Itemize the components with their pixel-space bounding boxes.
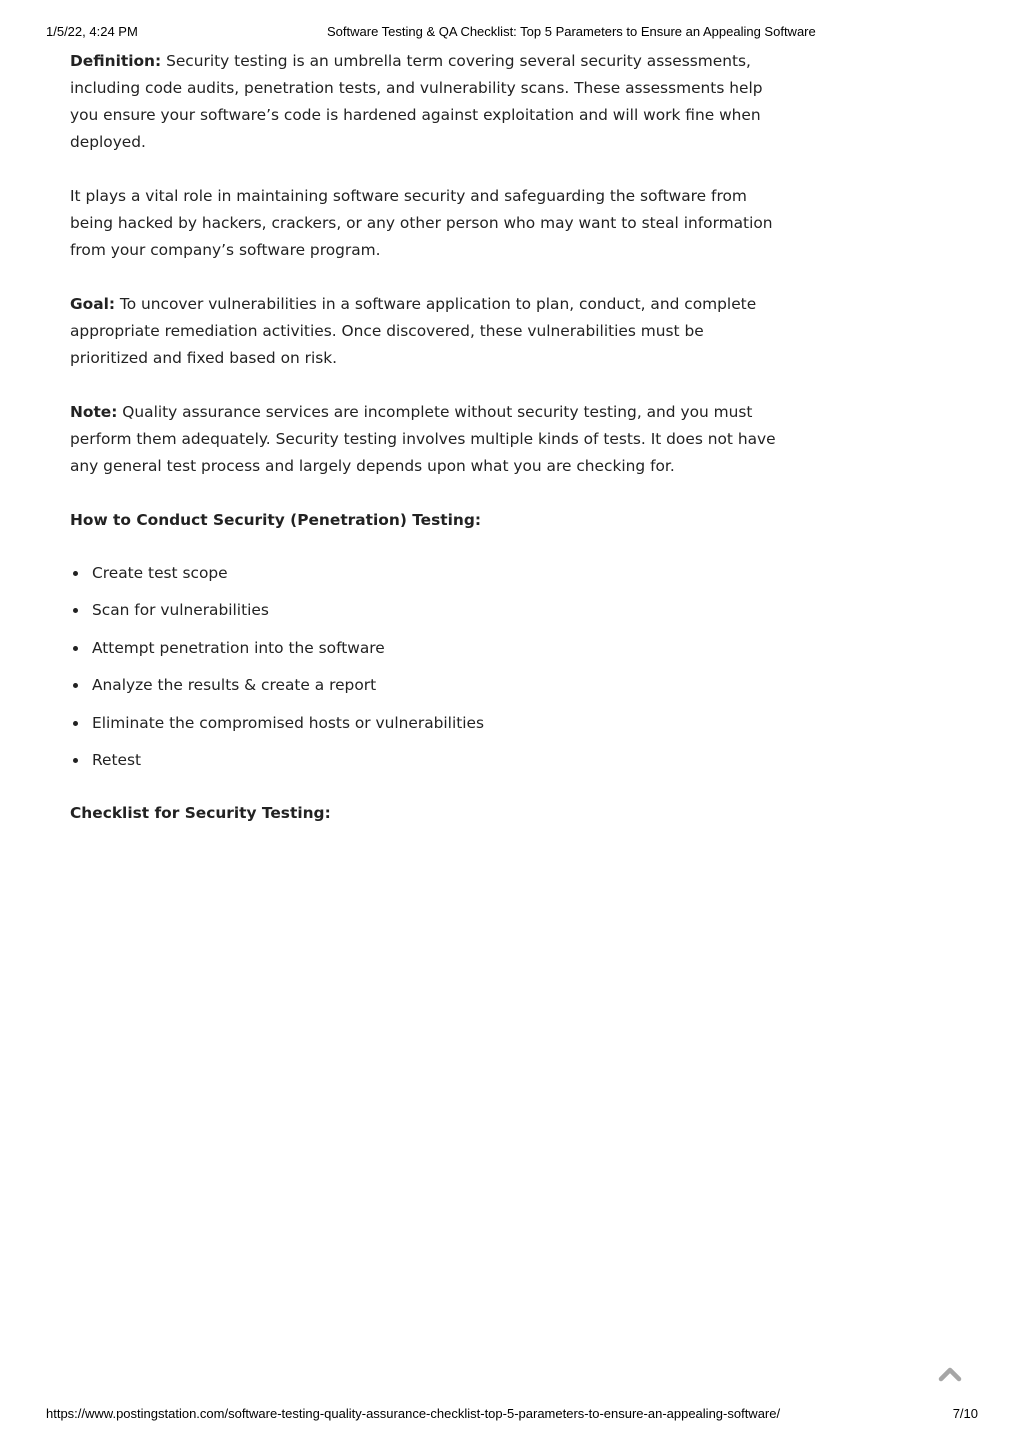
print-page-title: Software Testing & QA Checklist: Top 5 Parameters to Ensure an Appealing Software (327, 24, 816, 39)
list-item-text: Scan for vulnerabilities (92, 601, 269, 620)
bullet-icon (73, 608, 78, 613)
bullet-icon (73, 683, 78, 688)
definition-label: Definition: (70, 52, 162, 70)
definition-text: Security testing is an umbrella term covering several security assessments, including code audits, penetration tests, and vulnerability scans. These assessments help you ensure your software’s code is hardened against exploitation and will work fine when deployed. (70, 52, 763, 151)
note-paragraph (70, 399, 780, 480)
list-item-text: Eliminate the compromised hosts or vulnerabilities (92, 713, 485, 732)
list-item (70, 560, 780, 587)
goal-label: Goal: (70, 295, 116, 313)
list-item-text: Attempt penetration into the software (92, 638, 385, 657)
list-item-text: Analyze the results & create a report (92, 676, 377, 695)
list-item (70, 747, 780, 774)
print-footer (0, 1406, 1024, 1424)
checklist-heading: Checklist for Security Testing: (70, 803, 331, 822)
goal-text: To uncover vulnerabilities in a software application to plan, conduct, and complete appropriate remediation activities. Once discovered, these vulnerabilities must be prioritized and fixed based on risk. (70, 295, 757, 367)
list-item-text: Create test scope (92, 564, 228, 582)
goal-paragraph (70, 291, 780, 372)
bullet-icon (73, 646, 78, 651)
steps-list (70, 560, 780, 774)
note-text: Quality assurance services are incomplete without security testing, and you must perform them adequately. Security testing involves multiple kinds of tests. It does not have any general test process and largely depends upon what you are checking for. (70, 403, 776, 475)
page-number: 7/10 (952, 1406, 978, 1421)
bullet-icon (73, 721, 78, 726)
how-to-heading: How to Conduct Security (Penetration) Testing: (70, 511, 482, 529)
bullet-icon (73, 571, 78, 576)
note-label: Note: (70, 403, 118, 421)
list-item-text: Retest (92, 750, 142, 769)
bullet-icon (73, 758, 78, 763)
chevron-up-icon (936, 1362, 964, 1386)
role-paragraph: It plays a vital role in maintaining software security and safeguarding the software from being hacked by hackers, crackers, or any other person who may want to steal information from your company’s software program. (70, 187, 773, 259)
page-url: https://www.postingstation.com/software-testing-quality-assurance-checklist-top-5-parameters-to-ensure-an-appealing-software/ (46, 1406, 781, 1421)
list-item (70, 672, 780, 699)
scroll-to-top-button[interactable] (936, 1362, 964, 1386)
definition-paragraph (70, 48, 780, 156)
print-datetime: 1/5/22, 4:24 PM (46, 24, 138, 39)
list-item (70, 597, 780, 624)
article-content (70, 48, 780, 853)
list-item (70, 635, 780, 662)
print-header (0, 24, 1024, 42)
list-item (70, 710, 780, 737)
